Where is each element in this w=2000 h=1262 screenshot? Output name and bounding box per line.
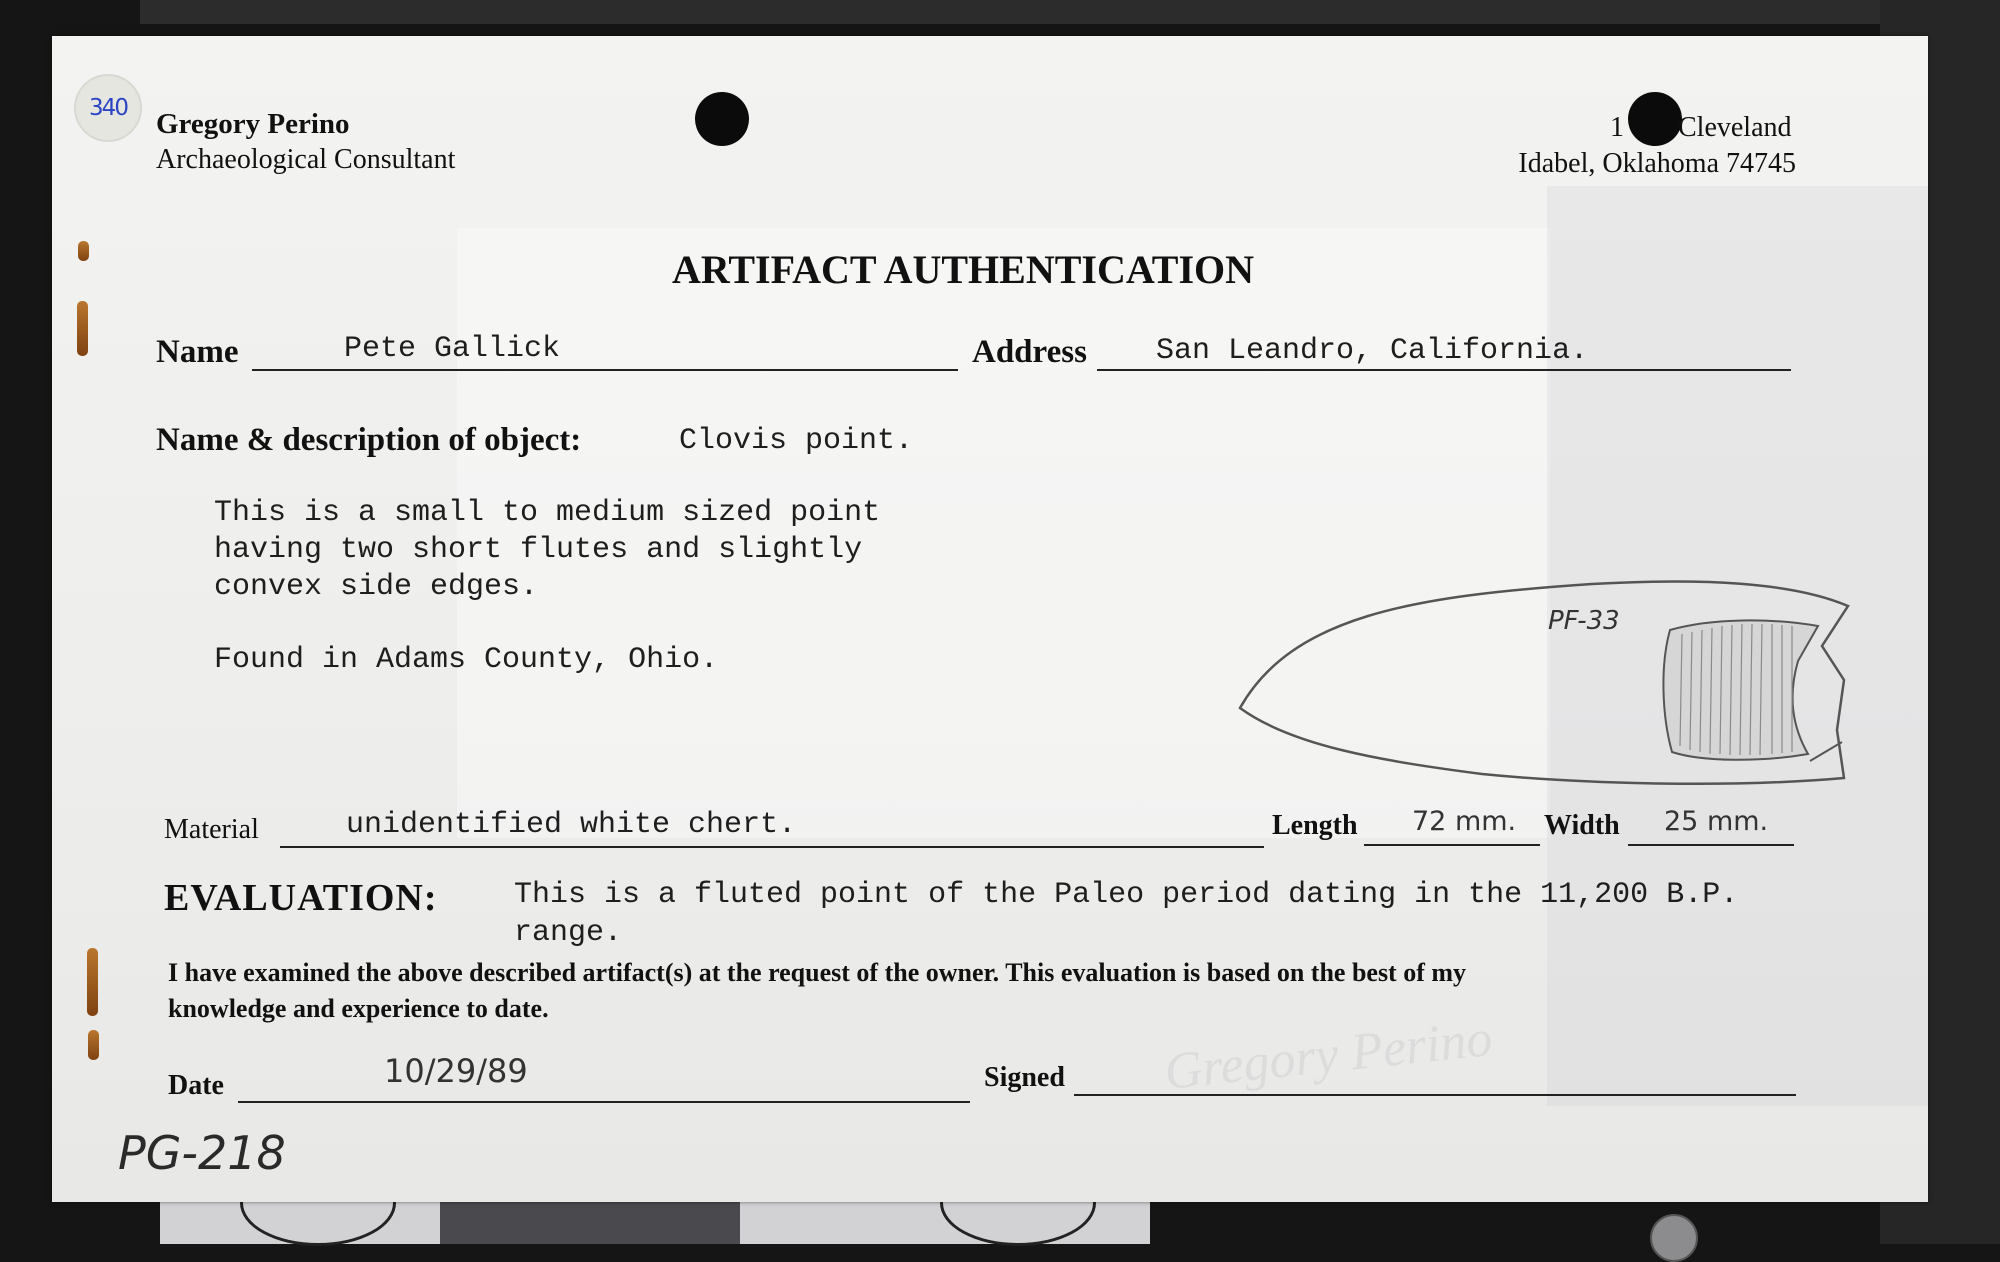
date-label: Date (168, 1070, 224, 1101)
statement-text: I have examined the above described artifact(s) at the request of the owner. This evaluation is based on the best of my (168, 958, 1467, 987)
consultant-name: Gregory Perino (156, 108, 350, 140)
address-underline (1097, 369, 1791, 371)
signed-label: Signed (984, 1062, 1065, 1093)
find-location: Found in Adams County, Ohio. (214, 643, 719, 677)
consultant-title: Archaeological Consultant (156, 144, 456, 175)
evaluation-label: EVALUATION: (164, 877, 438, 919)
binder-screw (1650, 1214, 1698, 1262)
date-underline (238, 1101, 970, 1103)
material-label: Material (164, 814, 259, 845)
signature: Gregory Perino (1161, 1009, 1495, 1102)
description-line: having two short flutes and slightly (214, 533, 863, 567)
address-value: San Leandro, California. (1156, 334, 1589, 368)
description-line: convex side edges. (214, 570, 539, 604)
inventory-number: PG-218 (118, 1126, 286, 1180)
address-street-end: Cleveland (1678, 112, 1792, 143)
object-label: Name & description of object: (156, 422, 582, 458)
evaluation-text: This is a fluted point of the Paleo period dating in the 11,200 B.P. (514, 878, 1739, 912)
punch-hole-right (1628, 92, 1682, 146)
address-street: 1 (1610, 112, 1624, 143)
width-value: 25 mm. (1664, 806, 1769, 837)
staple-rust-mark (78, 241, 89, 261)
width-label: Width (1544, 810, 1620, 841)
length-value: 72 mm. (1412, 806, 1517, 837)
length-underline (1364, 844, 1540, 846)
underlying-gray-panel (440, 1196, 740, 1244)
statement-text: knowledge and experience to date. (168, 994, 549, 1023)
staple-rust-mark (88, 1030, 99, 1060)
form-title: ARTIFACT AUTHENTICATION (672, 247, 1255, 292)
object-value: Clovis point. (679, 424, 914, 458)
name-value: Pete Gallick (344, 332, 561, 366)
clovis-point-sketch (1232, 556, 1912, 816)
punch-hole-left (695, 92, 749, 146)
material-value: unidentified white chert. (346, 808, 797, 842)
staple-rust-mark (77, 301, 88, 356)
address-city: Idabel, Oklahoma 74745 (1518, 148, 1796, 179)
sketch-label: PF-33 (1548, 606, 1620, 636)
evaluation-text: range. (514, 916, 623, 950)
date-value: 10/29/89 (384, 1052, 528, 1090)
material-underline (280, 846, 1264, 848)
catalog-number-stamp: 340 (74, 74, 142, 142)
description-line: This is a small to medium sized point (214, 496, 881, 530)
name-label: Name (156, 334, 239, 370)
name-underline (252, 369, 958, 371)
authentication-card (52, 36, 1928, 1202)
width-underline (1628, 844, 1794, 846)
staple-rust-mark (87, 948, 98, 1016)
background-frame-top (140, 0, 2000, 24)
address-label: Address (972, 334, 1087, 370)
length-label: Length (1272, 810, 1358, 841)
